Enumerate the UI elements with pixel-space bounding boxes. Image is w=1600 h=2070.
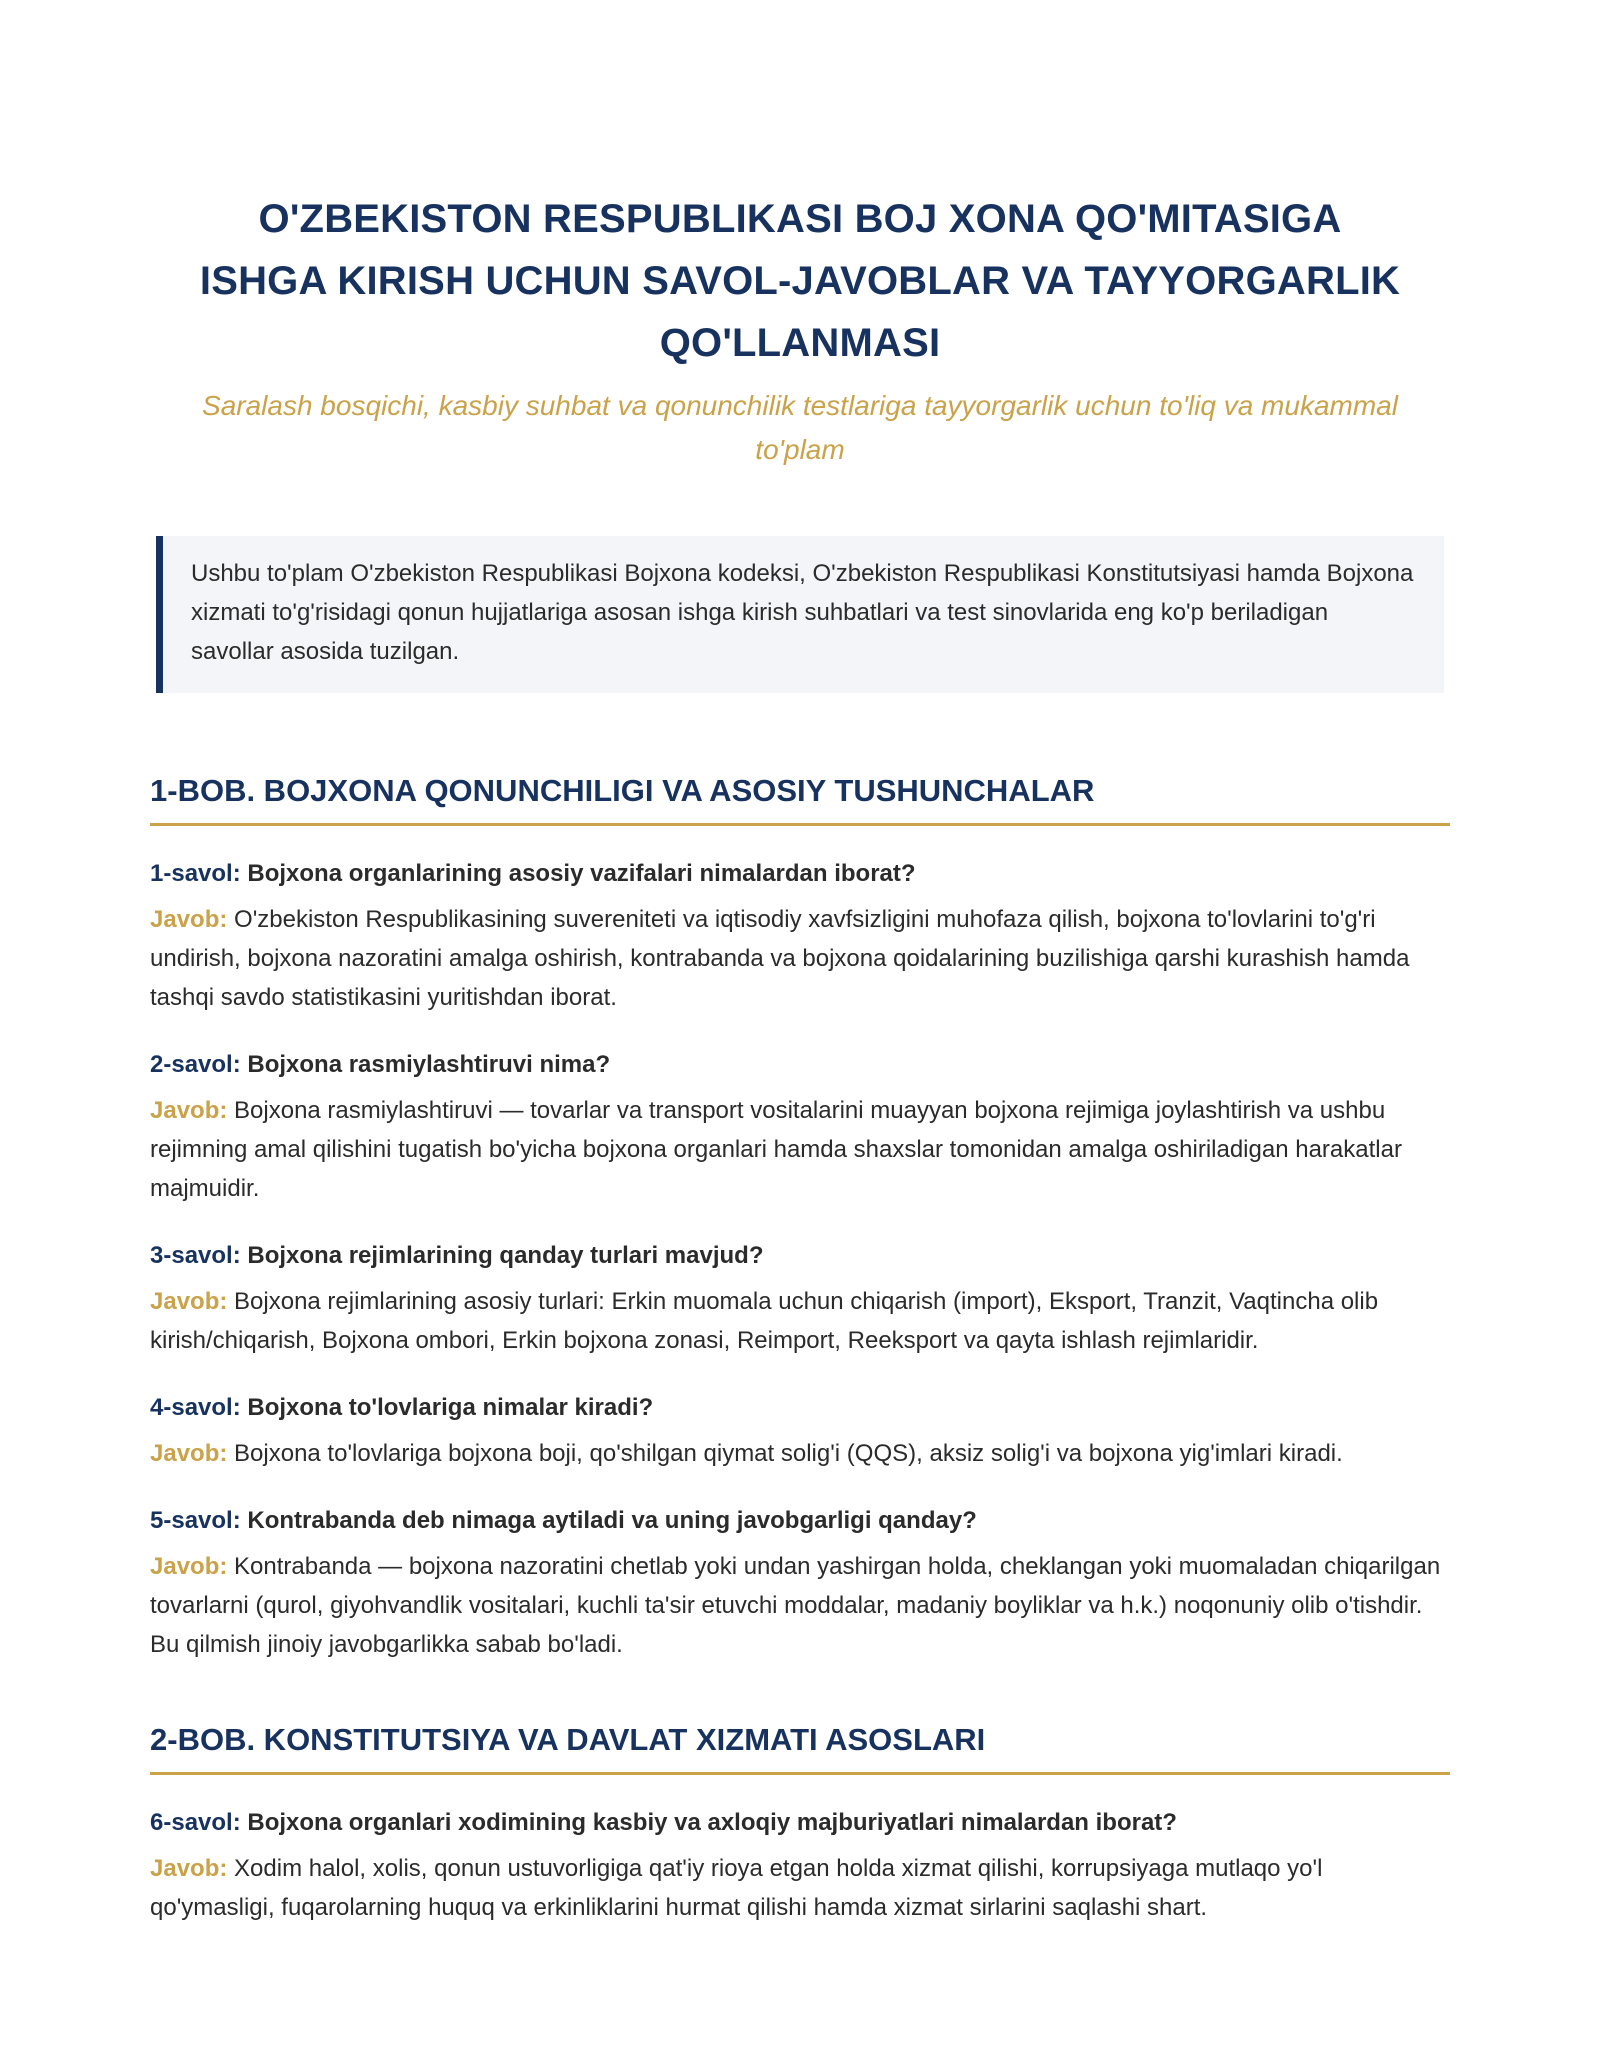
answer-label: Javob: — [150, 906, 228, 933]
question — [150, 1047, 1450, 1083]
question — [150, 1390, 1450, 1426]
document-subtitle: Saralash bosqichi, kasbiy suhbat va qonunchilik testlariga tayyorgarlik uchun to'liq va mukammal to'plam — [202, 390, 1398, 465]
question — [150, 856, 1450, 892]
answer-label: Javob: — [150, 1855, 228, 1882]
chapter-title: 1-BOB. BOJXONA QONUNCHILIGI VA ASOSIY TUSHUNCHALAR — [150, 769, 1450, 826]
answer-text: O'zbekiston Respublikasining suvereniteti va iqtisodiy xavfsizligini muhofaza qilish, bojxona to'lovlarini to'g'ri undirish, bojxona nazoratini amalga oshirish, kontrabanda va bojxona qoidalarining buzilishiga qarshi kurashish hamda tashqi savdo statistikasini yuritishdan iborat. — [150, 906, 1410, 1011]
question-number: 4-savol: — [150, 1394, 241, 1421]
question-number: 3-savol: — [150, 1242, 241, 1269]
intro-note: Ushbu to'plam O'zbekiston Respublikasi Bojxona kodeksi, O'zbekiston Respublikasi Konstitutsiyasi hamda Bojxona xizmati to'g'risidagi qonun hujjatlariga asosan ishga kirish suhbatlari va test sinovlarida eng ko'p beriladigan savollar asosida tuzilgan. — [156, 536, 1444, 693]
answer — [150, 1434, 1450, 1473]
question-number: 5-savol: — [150, 1507, 241, 1534]
answer — [150, 1849, 1450, 1927]
qa-item — [150, 1390, 1450, 1473]
question-number: 2-savol: — [150, 1051, 241, 1078]
question-text: Bojxona to'lovlariga nimalar kiradi? — [247, 1394, 654, 1421]
answer-label: Javob: — [150, 1553, 228, 1580]
question-text: Bojxona rasmiylashtiruvi nima? — [247, 1051, 611, 1078]
qa-item — [150, 1503, 1450, 1664]
chapter-2 — [150, 1718, 1450, 1927]
answer-label: Javob: — [150, 1440, 228, 1467]
answer-text: Bojxona to'lovlariga bojxona boji, qo'shilgan qiymat solig'i (QQS), aksiz solig'i va bojxona yig'imlari kiradi. — [234, 1440, 1343, 1467]
answer — [150, 900, 1450, 1017]
chapter-title: 2-BOB. KONSTITUTSIYA VA DAVLAT XIZMATI ASOSLARI — [150, 1718, 1450, 1775]
question — [150, 1805, 1450, 1841]
answer-text: Bojxona rasmiylashtiruvi — tovarlar va transport vositalarini muayyan bojxona rejimiga joylashtirish va ushbu rejimning amal qilishini tugatish bo'yicha bojxona organlari hamda shaxslar tomonidan amalga oshiriladigan harakatlar majmuidir. — [150, 1097, 1402, 1202]
answer-text: Bojxona rejimlarining asosiy turlari: Erkin muomala uchun chiqarish (import), Eksport, Tranzit, Vaqtincha olib kirish/chiqarish, Bojxona ombori, Erkin bojxona zonasi, Reimport, Reeksport va qayta ishlash rejimlaridir. — [150, 1288, 1379, 1354]
answer-text: Kontrabanda — bojxona nazoratini chetlab yoki undan yashirgan holda, cheklangan yoki muomaladan chiqarilgan tovarlarni (qurol, giyohvandlik vositalari, kuchli ta'sir etuvchi moddalar, madaniy boyliklar va h.k.) noqonuniy olib o'tishdir. Bu qilmish jinoiy javobgarlikka sabab bo'ladi. — [150, 1553, 1441, 1658]
question-text: Bojxona organlarining asosiy vazifalari nimalardan iborat? — [247, 860, 916, 887]
question-number: 6-savol: — [150, 1809, 241, 1836]
answer-text: Xodim halol, xolis, qonun ustuvorligiga qat'iy rioya etgan holda xizmat qilishi, korrupsiyaga mutlaqo yo'l qo'ymasligi, fuqarolarning huquq va erkinliklarini hurmat qilishi hamda xizmat sirlarini saqlashi shart. — [150, 1855, 1323, 1921]
qa-item — [150, 856, 1450, 1017]
question-text: Bojxona rejimlarining qanday turlari mavjud? — [247, 1242, 764, 1269]
question — [150, 1238, 1450, 1274]
question-number: 1-savol: — [150, 860, 241, 887]
answer-label: Javob: — [150, 1288, 228, 1315]
document-title: O'ZBEKISTON RESPUBLIKASI BOJ XONA QO'MITASIGA ISHGA KIRISH UCHUN SAVOL-JAVOBLAR VA TAYYORGARLIK QO'LLANMASI — [199, 197, 1401, 365]
qa-item — [150, 1238, 1450, 1360]
answer — [150, 1547, 1450, 1664]
question-text: Kontrabanda deb nimaga aytiladi va uning javobgarligi qanday? — [247, 1507, 977, 1534]
qa-item — [150, 1047, 1450, 1208]
qa-item — [150, 1805, 1450, 1927]
question-text: Bojxona organlari xodimining kasbiy va axloqiy majburiyatlari nimalardan iborat? — [247, 1809, 1177, 1836]
chapter-1 — [150, 769, 1450, 1664]
answer — [150, 1091, 1450, 1208]
answer — [150, 1282, 1450, 1360]
answer-label: Javob: — [150, 1097, 228, 1124]
question — [150, 1503, 1450, 1539]
